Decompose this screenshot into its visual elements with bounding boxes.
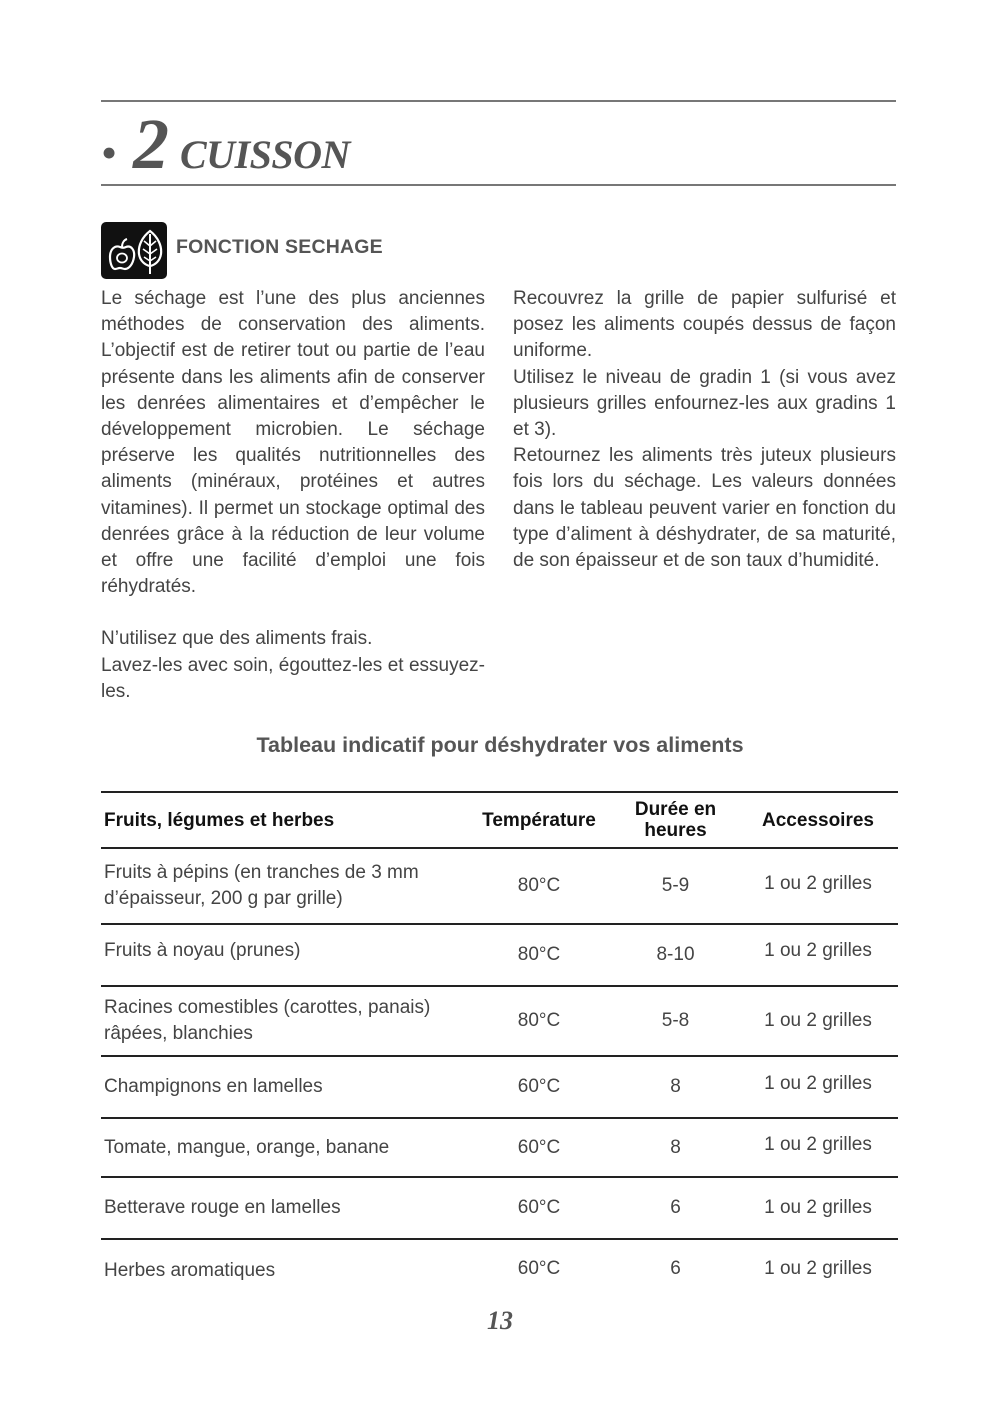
header-accessories: Accessoires [738,792,898,848]
table-row [101,1239,898,1297]
cell-accessories: 1 ou 2 grilles [738,924,898,986]
drying-table [101,791,898,1297]
cell-accessories: 1 ou 2 grilles [764,1257,872,1279]
cell-duration: 8 [613,1056,738,1118]
cell-food: Racines comestibles (carottes, panais) râpées, blanchies [101,986,465,1056]
fresh-food-line: N’utilisez que des aliments frais. [101,628,373,650]
table-row [101,924,898,986]
cell-duration: 8-10 [613,924,738,986]
header-food: Fruits, légumes et herbes [101,792,465,848]
cell-food: Tomate, mangue, orange, banane [101,1118,465,1177]
cell-accessories: 1 ou 2 grilles [738,1056,898,1118]
intro-paragraph: Le séchage est l’une des plus anciennes méthodes de conservation des aliments. L’objectif est de retirer tout ou partie de l’eau présente dans les aliments afin de conserver les denrées alimentaires et d’empêcher le développement microbien. Le séchage préserve les qualités nutritionnelles des aliments (minéraux, protéines et autres vitamines). Il permet un stockage optimal des denrées grâce à la réduction de leur volume et offre une facilité d’emploi une fois réhydratés. [101,288,485,598]
cell-temperature: 80°C [465,986,613,1056]
table-row [101,1177,898,1239]
cell-duration: 6 [613,1177,738,1239]
rack-level-paragraph: Utilisez le niveau de gradin 1 (si vous avez plusieurs grilles enfournez-les aux gradins 1 et 3). [513,366,896,441]
page-number: 13 [487,1306,513,1335]
chapter-title: CUISSON [180,132,350,177]
cell-food: Fruits à pépins (en tranches de 3 mm d’épaisseur, 200 g par grille) [101,848,465,924]
header-top-rule [101,100,896,102]
cell-duration: 8 [613,1118,738,1177]
section-title: FONCTION SECHAGE [176,236,383,258]
cell-temperature: 60°C [465,1177,613,1239]
table-title: Tableau indicatif pour déshydrater vos aliments [256,733,744,757]
parchment-paragraph: Recouvrez la grille de papier sulfurisé et posez les aliments coupés dessus de façon uniforme. [513,288,896,362]
table-row [101,1056,898,1118]
table-row [101,986,898,1056]
cell-accessories: 1 ou 2 grilles [738,986,898,1056]
chapter-number: 2 [133,104,169,184]
table-header-row [101,792,898,848]
cell-food: Herbes aromatiques [104,1259,276,1281]
table-row [101,1118,898,1177]
cell-temperature: 60°C [517,1257,561,1279]
cell-duration: 5-8 [613,986,738,1056]
cell-temperature: 60°C [465,1118,613,1177]
cell-food: Fruits à noyau (prunes) [101,924,465,986]
cell-accessories: 1 ou 2 grilles [738,848,898,924]
turning-paragraph: Retournez les aliments très juteux plusieurs fois lors du séchage. Les valeurs données dans le tableau peuvent varier en fonction du type d’aliment à déshydrater, de sa maturité, de son épaisseur et de son taux d’humidité. [513,445,896,572]
right-column [513,286,896,574]
cell-temperature: 80°C [465,924,613,986]
cell-duration: 5-9 [613,848,738,924]
cell-duration: 6 [670,1257,681,1279]
cell-food: Betterave rouge en lamelles [101,1177,465,1239]
table-row [101,848,898,924]
header-duration: Durée en heures [613,792,738,848]
header-bottom-rule [101,184,896,186]
cell-temperature: 80°C [465,848,613,924]
drying-fruit-leaf-icon [101,222,167,279]
header-temperature: Température [465,792,613,848]
left-column [101,286,485,705]
chapter-header [101,104,896,184]
cell-temperature: 60°C [465,1056,613,1118]
cell-food: Champignons en lamelles [101,1056,465,1118]
wash-line: Lavez-les avec soin, égouttez-les et essuyez-les. [101,654,485,702]
chapter-bullet: • [101,127,118,178]
cell-accessories: 1 ou 2 grilles [738,1177,898,1239]
cell-accessories: 1 ou 2 grilles [738,1118,898,1177]
